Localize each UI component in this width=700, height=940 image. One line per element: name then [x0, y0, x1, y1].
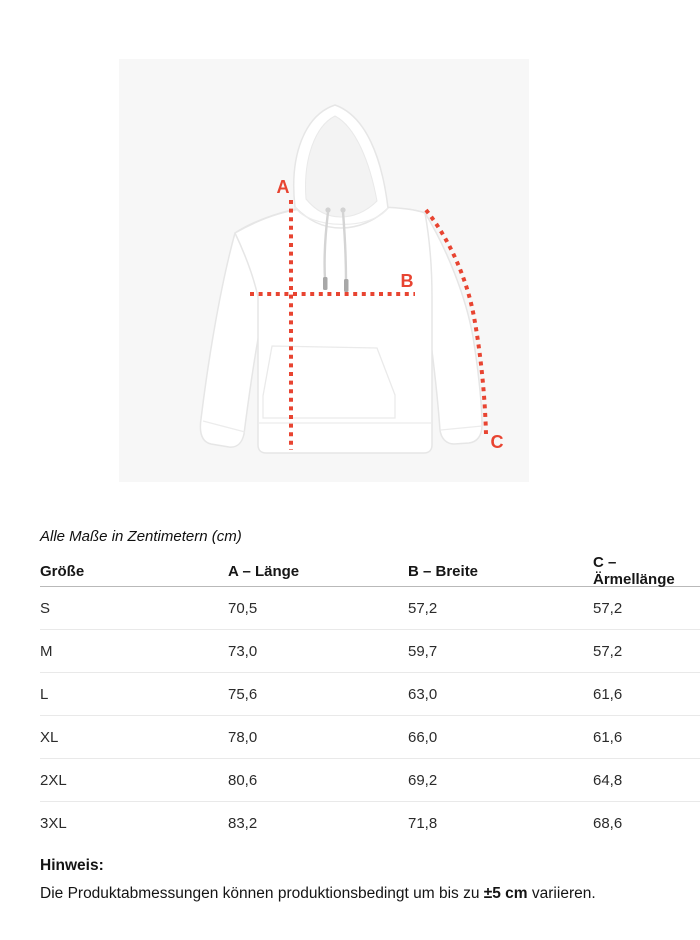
- column-header-sleeve: C – Ärmellänge: [593, 554, 675, 588]
- table-row: [40, 759, 700, 802]
- width-cell: 71,8: [408, 814, 438, 832]
- sleeve-cell: 61,6: [593, 685, 623, 703]
- column-header-length: A – Länge: [228, 562, 300, 580]
- length-cell: 83,2: [228, 814, 258, 832]
- size-table-header: [40, 554, 700, 587]
- right-aglet: [344, 279, 349, 292]
- left-eyelet: [325, 207, 330, 212]
- length-cell: 73,0: [228, 642, 258, 660]
- width-cell: 63,0: [408, 685, 438, 703]
- table-row: [40, 716, 700, 759]
- length-cell: 78,0: [228, 728, 258, 746]
- size-cell: 2XL: [40, 771, 67, 789]
- size-table: [40, 554, 700, 844]
- measure-b-label: B: [400, 271, 414, 291]
- column-header-width: B – Breite: [408, 562, 479, 580]
- size-cell: S: [40, 599, 51, 617]
- table-row: [40, 630, 700, 673]
- units-note: Alle Maße in Zentimetern (cm): [40, 528, 242, 545]
- table-row: [40, 673, 700, 716]
- notice-text: [40, 884, 690, 904]
- measure-c-label: C: [490, 432, 504, 452]
- left-aglet: [323, 277, 328, 290]
- notice-section: [40, 857, 690, 904]
- size-cell: L: [40, 685, 49, 703]
- width-cell: 59,7: [408, 642, 438, 660]
- size-cell: M: [40, 642, 53, 660]
- hoodie-measurement-diagram: [119, 59, 529, 482]
- product-image: [119, 59, 529, 482]
- length-cell: 80,6: [228, 771, 258, 789]
- table-row: [40, 587, 700, 630]
- sleeve-cell: 57,2: [593, 599, 623, 617]
- width-cell: 69,2: [408, 771, 438, 789]
- kangaroo-pocket: [263, 346, 395, 418]
- sleeve-cell: 57,2: [593, 642, 623, 660]
- size-cell: XL: [40, 728, 59, 746]
- length-cell: 75,6: [228, 685, 258, 703]
- width-cell: 66,0: [408, 728, 438, 746]
- length-cell: 70,5: [228, 599, 258, 617]
- notice-title: Hinweis:: [40, 857, 104, 874]
- tolerance-value: ±5 cm: [483, 885, 528, 902]
- sleeve-cell: 61,6: [593, 728, 623, 746]
- width-cell: 57,2: [408, 599, 438, 617]
- sleeve-cell: 68,6: [593, 814, 623, 832]
- size-cell: 3XL: [40, 814, 67, 832]
- sleeve-cell: 64,8: [593, 771, 623, 789]
- right-eyelet: [340, 207, 345, 212]
- notice-text-after: variieren.: [527, 885, 596, 902]
- notice-text-before: Die Produktabmessungen können produktionsbedingt um bis zu: [40, 885, 484, 902]
- measure-a-label: A: [276, 177, 290, 197]
- column-header-size: Größe: [40, 562, 85, 580]
- table-row: [40, 802, 700, 844]
